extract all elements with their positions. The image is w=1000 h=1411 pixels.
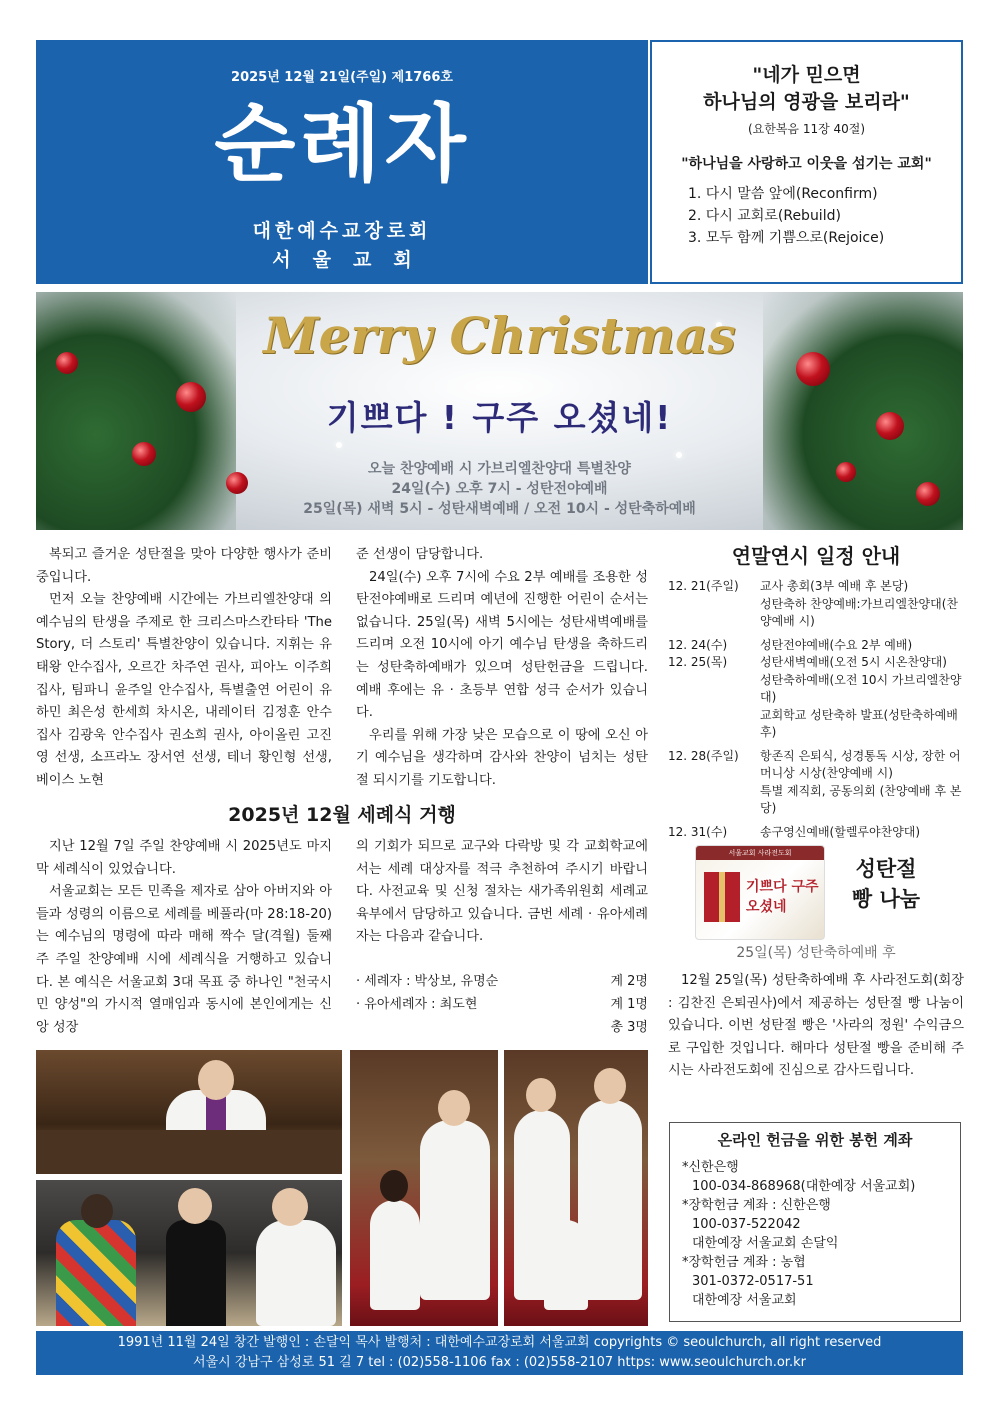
account-holder: 대한예장 서울교회: [692, 1293, 797, 1308]
bread-title-line: 빵 나눔: [851, 887, 921, 911]
person-icon: [272, 1188, 308, 1226]
schedule-event: 성탄새벽예배(오전 5시 시온찬양대): [760, 655, 947, 669]
account-bank: *장학헌금 계좌 : 신한은행: [682, 1198, 831, 1213]
account-bank: *장학헌금 계좌 : 농협: [682, 1255, 806, 1270]
pulpit-icon: [36, 1130, 342, 1174]
baptism-photo-infant: [36, 1180, 342, 1326]
footer-address: 서울시 강남구 삼성로 51 길 7 tel : (02)558-1106 fax : (02)558-2107 https: www.seoulchurch.or.kr: [193, 1355, 806, 1370]
schedule-date: 12. 25(목): [668, 655, 728, 669]
christmas-banner: [36, 292, 963, 530]
account-holder: 대한예장 서울교회 손달익: [692, 1236, 839, 1251]
bread-paragraph: 12월 25일(목) 성탄축하예배 후 사라전도회(회장 : 김찬진 은퇴권사)에서 제공하는 성탄절 빵 나눔이 있습니다. 이번 성탄절 빵은 '사라의 정원' 수익금으로 구입한 것입니다. 해마다 성탄절 빵을 준비해 주시는 사라전도회에 진심으로 감사드립니다.: [668, 973, 964, 1079]
verse-box: [650, 40, 963, 284]
baptism-count: 계 2명: [610, 974, 648, 989]
person-icon: [594, 1068, 626, 1104]
denomination-name: 대한예수교장로회: [252, 220, 432, 242]
goal-item: 3. 모두 함께 기쁨으로(Rejoice): [688, 230, 885, 246]
masthead: [36, 40, 648, 284]
robe-icon: [544, 1220, 588, 1310]
baptism-paragraph: 지난 12월 7일 주일 찬양예배 시 2025년도 마지막 세례식이 있었습니다.: [36, 839, 332, 877]
bread-image-header: 서울교회 사라전도회: [696, 846, 824, 860]
theme-verse: [652, 62, 961, 116]
bread-title: [836, 854, 936, 914]
robe-icon: [420, 1120, 490, 1300]
bread-subtitle: 25일(목) 성탄축하예배 후: [736, 945, 896, 961]
schedule-date: [668, 707, 760, 742]
schedule-date: [668, 783, 760, 818]
robe-icon: [370, 1200, 420, 1310]
bread-article: [668, 970, 964, 1083]
church-name: 서울교회: [272, 249, 434, 271]
banner-line-1: 오늘 찬양예배 시 가브리엘찬양대 특별찬양: [368, 461, 631, 477]
schedule-event: 교사 총회(3부 예배 후 본당): [760, 579, 909, 593]
schedule-date: 12. 28(주일): [668, 748, 739, 763]
baptism-photo-pastor: [36, 1050, 342, 1174]
church-goals: [688, 183, 961, 249]
merry-christmas-heading: Merry Christmas: [263, 306, 736, 365]
schedule-list: [668, 578, 964, 841]
christmas-paragraph: 24일(수) 오후 7시에 수요 2부 예배를 조용한 성탄전야예배로 드리며 예년에 진행한 어린이 순서는 없습니다. 25일(목) 새벽 5시에는 성탄새벽예배를 드리며 오전 10시에 아기 예수님 탄생을 축하드리는 성탄축하예배가 있으며 성탄헌금을 드립니다. 예배 후에는 유 · 초등부 연합 성극 순서가 있습니다.: [356, 569, 648, 721]
christmas-paragraph: 우리를 위해 가장 낮은 모습으로 이 땅에 오신 아기 예수님을 생각하며 감사와 찬양이 넘치는 성탄절 되시기를 기도합니다.: [356, 727, 648, 788]
schedule-event: 성탄축하예배(오전 10시 가브리엘찬양대): [760, 672, 962, 704]
footer-publisher: 1991년 11월 24일 창간 발행인 : 손달익 목사 발행처 : 대한예수교장로회 서울교회 copyrights © seoulchurch, all right reserved: [117, 1335, 882, 1350]
baptism-name: · 유아세례자 : 최도현: [356, 997, 478, 1012]
list-item: [668, 596, 964, 631]
list-item: [668, 783, 964, 818]
christmas-paragraph: 준 선생이 담당합니다.: [356, 547, 484, 562]
banner-line-2: 24일(수) 오후 7시 - 성탄전야예배: [391, 481, 608, 497]
list-item: [356, 970, 648, 993]
goal-item: 2. 다시 교회로(Rebuild): [688, 208, 841, 224]
verse-line-1: "네가 믿으면: [752, 64, 861, 86]
schedule-date: 12. 31(수): [668, 824, 728, 839]
list-item: [668, 654, 964, 672]
list-item: [668, 748, 964, 783]
sparkle-icon: [336, 442, 342, 448]
bread-image-caption: 기쁘다 구주 오셨네: [746, 879, 819, 915]
banner-line-3: 25일(목) 새벽 5시 - 성탄새벽예배 / 오전 10시 - 성탄축하예배: [303, 501, 696, 517]
schedule-event: 항존직 은퇴식, 성경통독 시상, 장한 어머니상 시상(찬양예배 시): [760, 748, 961, 780]
list-item: [668, 824, 964, 842]
christmas-article-col1: [36, 544, 332, 793]
joy-heading: 기쁘다 ! 구주 오셨네!: [326, 398, 673, 437]
schedule-date: 12. 21(주일): [668, 579, 739, 593]
baptism-paragraph: 의 기회가 되므로 교구와 다락방 및 각 교회학교에서는 세례 대상자를 적극 추천하여 주시기 바랍니다. 사전교육 및 신청 절차는 새가족위원회 세례교육부에서 담당하고 있습니다. 금번 세례 · 유아세례자는 다음과 같습니다.: [356, 839, 648, 945]
schedule-date: [668, 672, 760, 707]
list-item: [356, 993, 648, 1016]
robe-icon: [256, 1220, 336, 1326]
baptism-photo-blessing: [504, 1050, 648, 1326]
schedule-event: 교회학교 성탄축하 발표(성탄축하예배 후): [760, 707, 958, 739]
footer: [36, 1331, 963, 1375]
baptism-name: · 세례자 : 박상보, 유명순: [356, 974, 499, 989]
baptism-photo-kneeling: [350, 1050, 498, 1326]
schedule-event: 송구영신예배(할렐루야찬양대): [760, 824, 921, 839]
account-number: 100-037-522042: [692, 1217, 801, 1232]
baptism-count: 계 1명: [610, 997, 648, 1012]
newsletter-title: 순례자: [214, 95, 470, 193]
offering-accounts-box: [669, 1122, 961, 1322]
baptism-article-col2: [356, 836, 648, 949]
list-item: [668, 637, 964, 655]
list-item: [356, 1016, 648, 1039]
goal-item: 1. 다시 말씀 앞에(Reconfirm): [688, 186, 878, 202]
bread-title-line: 성탄절: [855, 857, 917, 881]
offering-list: [682, 1158, 960, 1310]
person-icon: [526, 1078, 556, 1112]
schedule-event: 성탄축하 찬양예배:가브리엘찬양대(찬양예배 시): [760, 596, 959, 628]
offering-title: 온라인 헌금을 위한 봉헌 계좌: [717, 1131, 913, 1149]
baptism-article-col1: [36, 836, 332, 1039]
child-icon: [56, 1220, 136, 1326]
gift-icon: [704, 872, 740, 922]
christmas-paragraph: 먼저 오늘 찬양예배 시간에는 가브리엘찬양대 의 예수님의 탄생을 주제로 한 크리스마스칸타타 'The Story, 더 스토리' 특별찬양이 있습니다. 지휘는 유태왕 안수집사, 오르간 차주연 권사, 피아노 이주희 집사, 팀파니 윤주일 안수집사, 특별출연 어린이 유하민 최은성 한세희 차시온, 내레이터 김정훈 안수집사 김광욱 안수집사 권소희 권사, 아이올린 고진영 선생, 소프라노 장서연 선생, 테너 황인형 선생, 베이스 노현: [36, 592, 332, 788]
schedule-date: [668, 596, 760, 631]
list-item: [668, 672, 964, 707]
bread-sharing-image: [695, 845, 825, 940]
list-item: [668, 578, 964, 596]
list-item: [668, 707, 964, 742]
issue-date: 2025년 12월 21일(주일) 제1766호: [231, 70, 453, 85]
baptism-total: 총 3명: [610, 1020, 648, 1035]
christmas-article-col2: [356, 544, 648, 793]
church-motto: "하나님을 사랑하고 이웃을 섬기는 교회": [681, 156, 932, 172]
person-icon: [438, 1090, 470, 1126]
person-icon: [198, 1060, 234, 1100]
schedule-event: 특별 제직회, 공동의회 (찬양예배 후 본당): [760, 783, 962, 815]
account-number: 301-0372-0517-51: [692, 1274, 814, 1289]
schedule-title: 연말연시 일정 안내: [731, 544, 901, 568]
baptism-paragraph: 서울교회는 모든 민족을 제자로 삼아 아버지와 아들과 성령의 이름으로 세례를 베풀라(마 28:18-20)는 예수님의 명령에 따라 매해 짝수 달(격월) 둘째 주 주일 찬양예배 시에 세례식을 거행하고 있습니다. 본 예식은 서울교회 3대 목표 중 하나인 "천국시민 양성"의 가시적 열매임과 동시에 본인에게는 신앙 성장: [36, 884, 332, 1035]
person-icon: [380, 1170, 408, 1202]
account-bank: *신한은행: [682, 1160, 739, 1175]
baptism-list: [356, 970, 648, 1039]
christmas-paragraph: 복되고 즐거운 성탄절을 맞아 다양한 행사가 준비 중입니다.: [36, 547, 332, 585]
account-number: 100-034-868968(대한예장 서울교회): [692, 1179, 916, 1194]
person-icon: [81, 1194, 113, 1228]
schedule-date: 12. 24(수): [668, 637, 728, 652]
verse-reference: (요한복음 11장 40절): [747, 122, 866, 136]
person-icon: [178, 1188, 212, 1224]
schedule-event: 성탄전야예배(수요 2부 예배): [760, 637, 913, 652]
verse-line-2: 하나님의 영광을 보리라": [703, 91, 910, 113]
suit-icon: [166, 1220, 226, 1326]
baptism-heading: 2025년 12월 세례식 거행: [228, 804, 456, 826]
